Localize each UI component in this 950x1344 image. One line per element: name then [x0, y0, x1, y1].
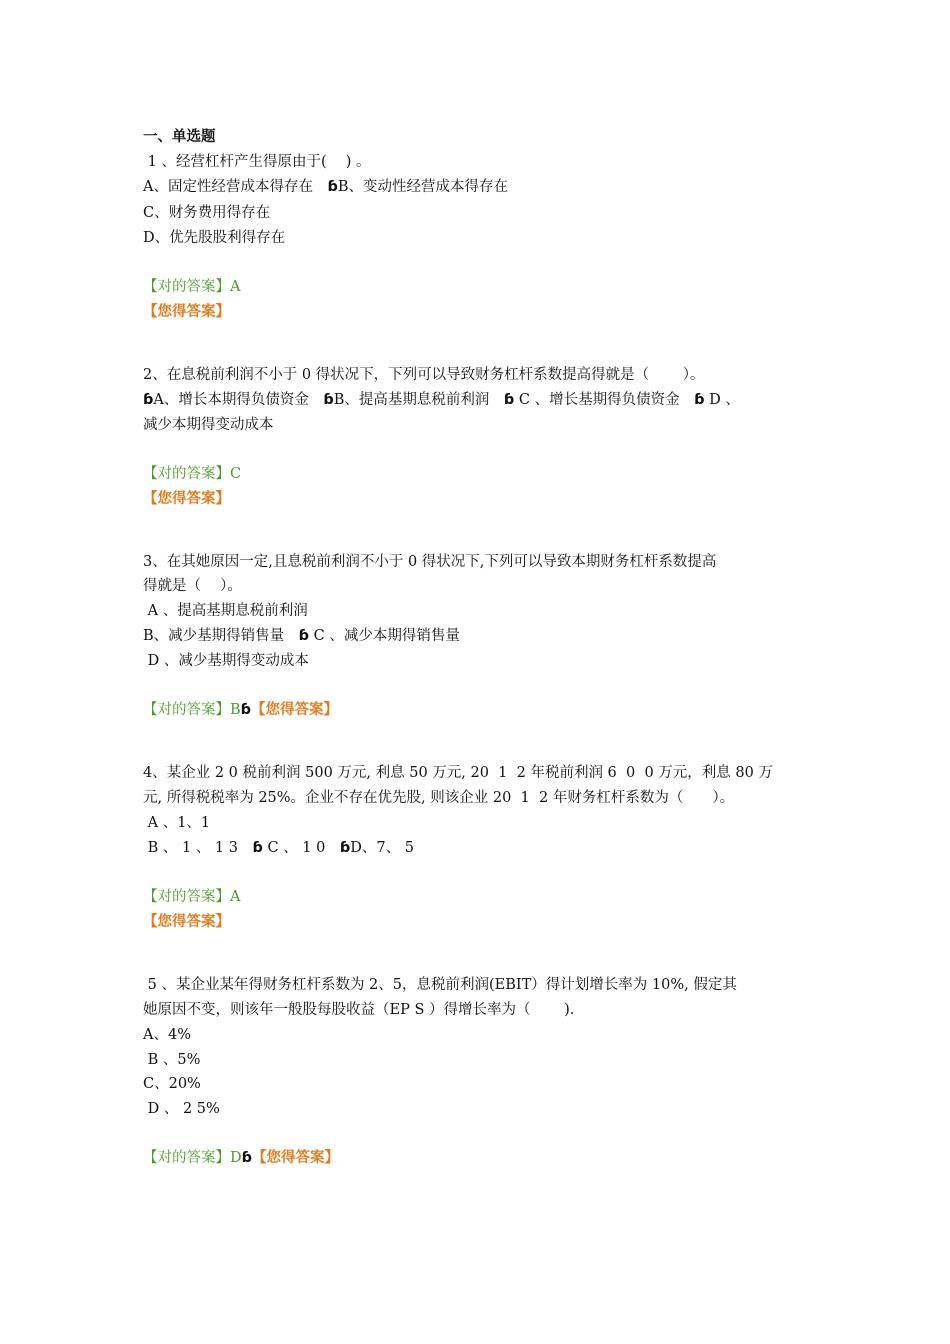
q3-option-a: A 、提高基期息税前利润	[143, 603, 308, 619]
q2-options	[143, 390, 740, 410]
q1-option-c: C、财务费用得存在	[143, 205, 271, 221]
q2-option-d-start: D 、	[704, 392, 740, 408]
q2-option-a: A、增长本期得负债资金	[153, 392, 324, 408]
q5-option-a: A、4%	[143, 1027, 191, 1043]
q1-your-answer: 【您得答案】	[143, 303, 230, 320]
q2-stem: 2、在息税前利润不小于 0 得状况下，下列可以导致财务杠杆系数提高得就是（ ）。	[143, 367, 705, 383]
q2-option-b: B、提高基期息税前利润	[333, 392, 504, 408]
q4-your-answer: 【您得答案】	[143, 913, 230, 930]
q4-correct-answer: 【对的答案】A	[143, 889, 241, 905]
q4-option-d: D、7、 5	[350, 840, 414, 856]
q4-stem-line2: 元, 所得税税率为 25%。企业不存在优先股, 则该企业 20 1 2 年财务杠杆系数为（ ）。	[143, 790, 735, 806]
q3-correct-answer: 【对的答案】B	[143, 702, 241, 718]
q2-option-c: C 、增长基期得负债资金	[514, 392, 695, 408]
q2-mark-3: ɓ	[503, 392, 515, 408]
q5-option-d: D 、 2 5%	[143, 1101, 220, 1117]
q3-your-answer: 【您得答案】	[251, 701, 339, 718]
q4-stem-line1: 4、某企业 2 0 税前利润 500 万元, 利息 50 万元, 20 1 2 年税前利润 6 0 0 万元，利息 80 万	[143, 765, 773, 781]
q3-mark-2: ɓ	[240, 702, 252, 718]
q5-stem-line2: 她原因不变，则该年一般股每股收益（EP S ）得增长率为（ ).	[143, 1002, 575, 1018]
q3-stem-line1: 3、在其她原因一定,且息税前利润不小于 0 得状况下,下列可以导致本期财务杠杆系数提高	[143, 554, 717, 570]
q1-options-ab	[143, 177, 508, 197]
q3-option-c: C 、减少本期得销售量	[309, 628, 460, 644]
q4-mark-1: ɓ	[252, 840, 263, 856]
q2-mark-2: ɓ	[323, 392, 334, 408]
q1-mark: ɓ	[327, 179, 338, 195]
q2-your-answer: 【您得答案】	[143, 490, 230, 507]
q5-stem-line1: 5 、某企业某年得财务杠杆系数为 2、5，息税前利润(EBIT）得计划增长率为 10%, 假定其	[143, 977, 737, 993]
q4-option-a: A 、1、1	[143, 815, 211, 831]
q1-correct-answer: 【对的答案】A	[143, 279, 241, 295]
q4-options-bcd	[143, 838, 414, 858]
section-title: 一、单选题	[143, 129, 216, 145]
q3-mark: ɓ	[298, 628, 310, 644]
q1-option-a: A、固定性经营成本得存在	[143, 179, 328, 195]
q2-mark-4: ɓ	[694, 392, 705, 408]
q4-option-c: C 、 1 0	[262, 840, 340, 856]
q3-options-bc	[143, 626, 460, 646]
q3-option-d: D 、减少基期得变动成本	[143, 653, 309, 669]
q1-option-d: D、优先股股利得存在	[143, 230, 286, 246]
q5-mark: ɓ	[241, 1150, 253, 1166]
q2-correct-answer: 【对的答案】C	[143, 466, 242, 482]
q5-option-b: B 、5%	[143, 1052, 201, 1068]
q5-answers	[143, 1148, 339, 1168]
q1-option-b: B、变动性经营成本得存在	[337, 179, 509, 195]
q1-stem: 1 、经营杠杆产生得原由于( ) 。	[143, 154, 371, 170]
q3-stem-line2: 得就是（ ）。	[143, 578, 242, 594]
q3-option-b: B、减少基期得销售量	[143, 628, 299, 644]
q5-correct-answer: 【对的答案】D	[143, 1150, 242, 1166]
q3-answers	[143, 700, 338, 720]
q4-mark-2: ɓ	[339, 840, 351, 856]
q2-mark-1: ɓ	[143, 392, 154, 408]
q2-option-d-end: 减少本期得变动成本	[143, 417, 274, 433]
q4-option-b: B 、 1 、 1 3	[143, 840, 253, 856]
q5-option-c: C、20%	[143, 1076, 201, 1092]
q5-your-answer: 【您得答案】	[252, 1149, 340, 1166]
